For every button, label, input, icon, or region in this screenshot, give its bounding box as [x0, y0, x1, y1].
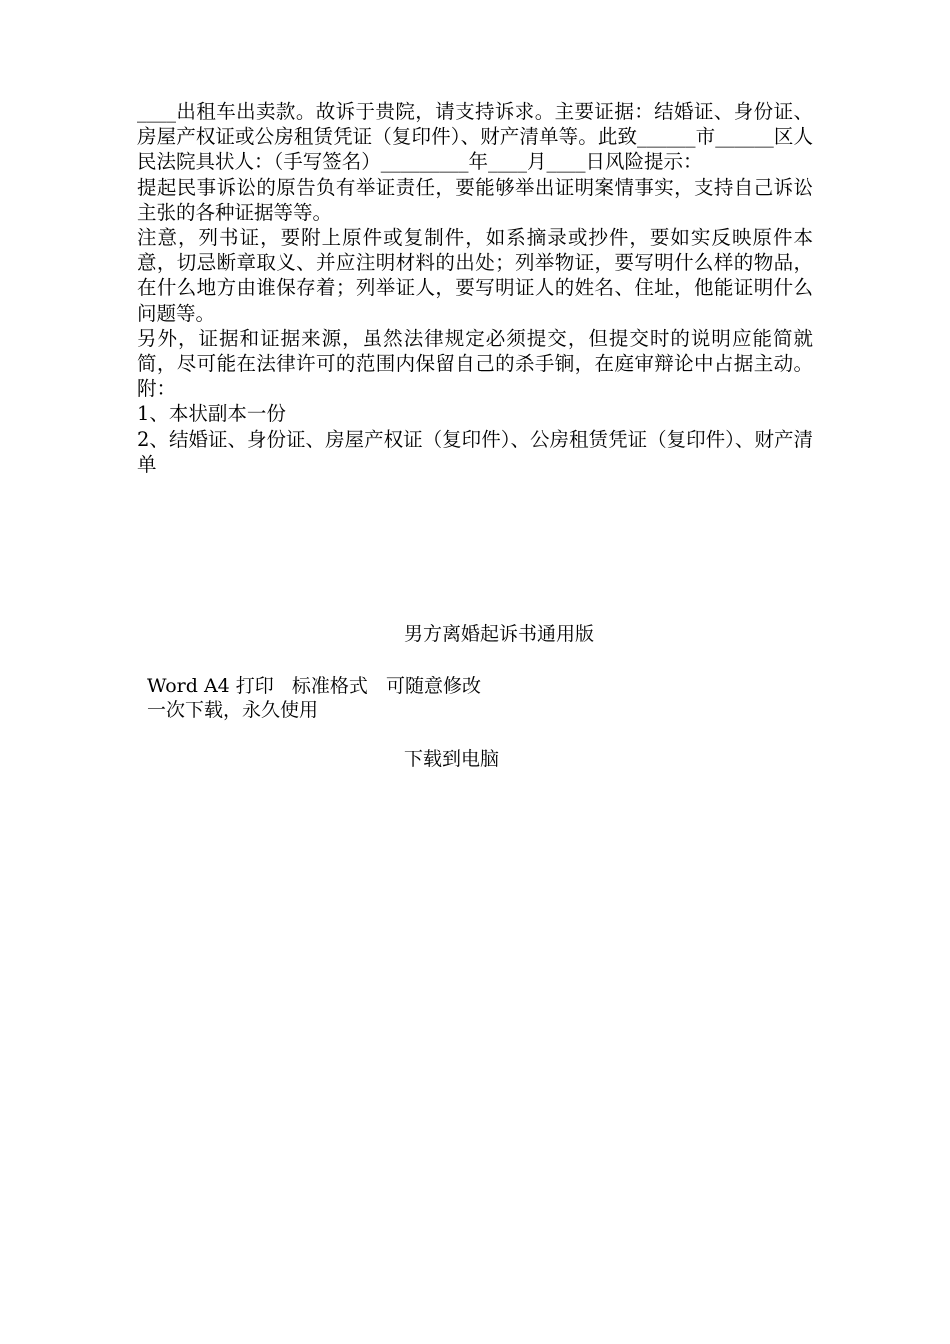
attachment-item-2: 2、结婚证、身份证、房屋产权证（复印件）、公房租赁凭证（复印件）、财产清单	[137, 427, 813, 476]
paragraph-evidence-strategy: 另外，证据和证据来源，虽然法律规定必须提交，但提交时的说明应能简就简，尽可能在法律许可的范围内保留自己的杀手锏，在庭审辩论中占据主动。 附：	[137, 326, 813, 401]
download-to-computer-link[interactable]: 下载到电脑	[404, 748, 500, 770]
paragraph-evidence-notes: 注意，列书证，要附上原件或复制件，如系摘录或抄件，要如实反映原件本意，切忌断章取义、并应注明材料的出处；列举物证，要写明什么样的物品，在什么地方由谁保存着；列举证人，要写明证人的姓名、住址，他能证明什么问题等。	[137, 226, 813, 325]
paragraph-burden-of-proof: 提起民事诉讼的原告负有举证责任，要能够举出证明案情事实，支持自己诉讼主张的各种证据等等。	[137, 175, 813, 224]
document-body	[137, 99, 813, 477]
paragraph-complaint-ending: ____出租车出卖款。故诉于贵院，请支持诉求。主要证据：结婚证、身份证、房屋产权证或公房租赁凭证（复印件）、财产清单等。此致______市______区人民法院具状人：（手写签名）_________年____月____日风险提示：	[137, 100, 813, 174]
attachment-item-1: 1、本状副本一份	[137, 402, 286, 426]
promo-subtitle: 一次下载，永久使用	[147, 699, 319, 721]
promo-features: Word A4 打印 标准格式 可随意修改	[147, 675, 482, 697]
promo-title: 男方离婚起诉书通用版	[404, 623, 595, 645]
